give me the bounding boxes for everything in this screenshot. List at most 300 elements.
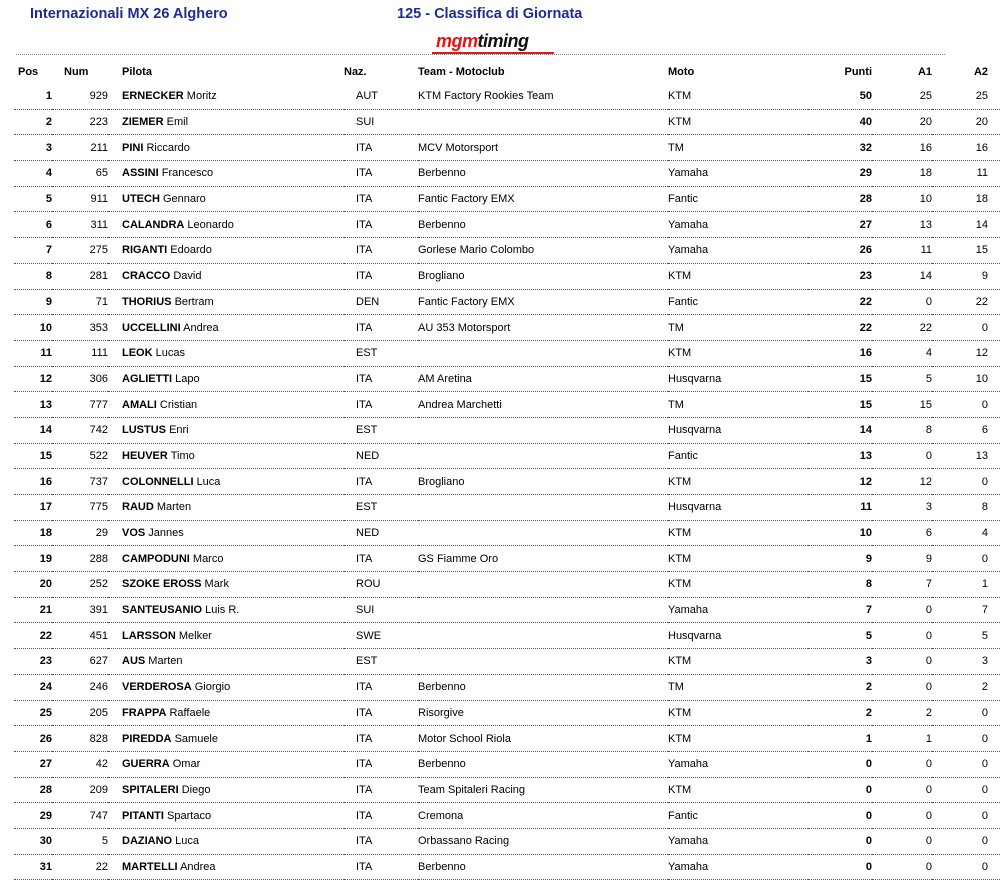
team-cell	[418, 597, 668, 623]
nation-cell: ITA	[344, 366, 418, 392]
points-cell: 8	[808, 572, 872, 598]
race1-cell: 0	[872, 597, 932, 623]
race2-cell: 0	[932, 751, 1000, 777]
table-row	[14, 263, 1000, 289]
nation-cell: NED	[344, 520, 418, 546]
table-row	[14, 674, 1000, 700]
rider-surname: ASSINI	[122, 167, 159, 180]
pos-cell: 11	[14, 340, 52, 366]
race1-cell: 0	[872, 854, 932, 880]
moto-cell: KTM	[668, 777, 808, 803]
points-cell: 28	[808, 186, 872, 212]
pos-cell: 10	[14, 315, 52, 341]
rider-name: Melker	[178, 629, 212, 642]
nation-cell: NED	[344, 443, 418, 469]
rider-cell	[108, 751, 344, 777]
rider-surname: CRACCO	[122, 270, 171, 283]
table-header-row	[14, 60, 1000, 84]
nation-cell: ITA	[344, 392, 418, 418]
race1-cell: 0	[872, 649, 932, 675]
rider-name: Luis R.	[205, 604, 240, 617]
team-cell: Gorlese Mario Colombo	[418, 238, 668, 264]
race2-cell: 11	[932, 161, 1000, 187]
moto-cell: KTM	[668, 84, 808, 109]
col-a2: A2	[973, 66, 988, 78]
pos-cell: 3	[14, 135, 52, 161]
table-row	[14, 726, 1000, 752]
rider-cell	[108, 186, 344, 212]
num-cell: 306	[52, 366, 108, 392]
team-cell	[418, 495, 668, 521]
race1-cell: 16	[872, 135, 932, 161]
header-divider	[16, 54, 945, 55]
race1-cell: 9	[872, 546, 932, 572]
num-cell: 742	[52, 417, 108, 443]
nation-cell: ITA	[344, 135, 418, 161]
race1-cell: 5	[872, 366, 932, 392]
logo-timing: timing	[477, 31, 529, 51]
race2-cell: 20	[932, 109, 1000, 135]
race2-cell: 0	[932, 700, 1000, 726]
rider-surname: ZIEMER	[122, 116, 164, 129]
col-naz: Naz.	[344, 66, 367, 78]
race2-cell: 1	[932, 572, 1000, 598]
race2-cell: 0	[932, 546, 1000, 572]
table-row	[14, 572, 1000, 598]
points-cell: 27	[808, 212, 872, 238]
table-row	[14, 443, 1000, 469]
team-cell: Risorgive	[418, 700, 668, 726]
points-cell: 1	[808, 726, 872, 752]
rider-cell	[108, 700, 344, 726]
table-row	[14, 392, 1000, 418]
col-punti: Punti	[844, 66, 872, 78]
nation-cell: ITA	[344, 854, 418, 880]
moto-cell: Fantic	[668, 443, 808, 469]
table-row	[14, 315, 1000, 341]
points-cell: 9	[808, 546, 872, 572]
rider-surname: PIREDDA	[122, 732, 172, 745]
rider-name: Timo	[170, 449, 195, 462]
race2-cell: 2	[932, 674, 1000, 700]
points-cell: 15	[808, 366, 872, 392]
rider-cell	[108, 469, 344, 495]
num-cell: 775	[52, 495, 108, 521]
pos-cell: 23	[14, 649, 52, 675]
points-cell: 50	[808, 84, 872, 109]
rider-surname: RAUD	[122, 501, 154, 514]
rider-cell	[108, 212, 344, 238]
nation-cell: SWE	[344, 623, 418, 649]
race1-cell: 2	[872, 700, 932, 726]
num-cell: 252	[52, 572, 108, 598]
pos-cell: 25	[14, 700, 52, 726]
nation-cell: ITA	[344, 777, 418, 803]
race1-cell: 0	[872, 289, 932, 315]
moto-cell: Yamaha	[668, 212, 808, 238]
col-a1: A1	[917, 66, 932, 78]
points-cell: 5	[808, 623, 872, 649]
rider-name: Bertram	[174, 295, 214, 308]
nation-cell: ITA	[344, 751, 418, 777]
nation-cell: ITA	[344, 700, 418, 726]
rider-cell	[108, 520, 344, 546]
points-cell: 10	[808, 520, 872, 546]
rider-name: Riccardo	[146, 141, 190, 154]
num-cell: 391	[52, 597, 108, 623]
rider-surname: SPITALERI	[122, 783, 179, 796]
race1-cell: 1	[872, 726, 932, 752]
moto-cell: Husqvarna	[668, 366, 808, 392]
race1-cell: 12	[872, 469, 932, 495]
race1-cell: 6	[872, 520, 932, 546]
race1-cell: 7	[872, 572, 932, 598]
points-cell: 3	[808, 649, 872, 675]
rider-name: Cristian	[159, 398, 198, 411]
rider-surname: ERNECKER	[122, 90, 184, 103]
col-moto: Moto	[668, 66, 695, 78]
rider-surname: SZOKE EROSS	[122, 578, 202, 591]
rider-name: Samuele	[174, 732, 218, 745]
team-cell: Brogliano	[418, 469, 668, 495]
rider-name: Gennaro	[162, 193, 206, 206]
team-cell: Berbenno	[418, 674, 668, 700]
num-cell: 22	[52, 854, 108, 880]
table-row	[14, 828, 1000, 854]
rider-cell	[108, 84, 344, 109]
moto-cell: Yamaha	[668, 751, 808, 777]
moto-cell: KTM	[668, 340, 808, 366]
table-row	[14, 751, 1000, 777]
race1-cell: 14	[872, 263, 932, 289]
points-cell: 0	[808, 828, 872, 854]
pos-cell: 8	[14, 263, 52, 289]
race2-cell: 9	[932, 263, 1000, 289]
moto-cell: Fantic	[668, 803, 808, 829]
race1-cell: 3	[872, 495, 932, 521]
team-cell: AU 353 Motorsport	[418, 315, 668, 341]
rider-name: Luca	[196, 475, 221, 488]
moto-cell: Yamaha	[668, 854, 808, 880]
team-cell: Team Spitaleri Racing	[418, 777, 668, 803]
points-cell: 15	[808, 392, 872, 418]
rider-name: Omar	[172, 758, 201, 771]
moto-cell: TM	[668, 315, 808, 341]
rider-surname: GUERRA	[122, 758, 170, 771]
num-cell: 627	[52, 649, 108, 675]
table-row	[14, 623, 1000, 649]
points-cell: 29	[808, 161, 872, 187]
team-cell: Fantic Factory EMX	[418, 289, 668, 315]
moto-cell: KTM	[668, 520, 808, 546]
nation-cell: ITA	[344, 238, 418, 264]
rider-cell	[108, 854, 344, 880]
points-cell: 32	[808, 135, 872, 161]
rider-cell	[108, 777, 344, 803]
team-cell: Brogliano	[418, 263, 668, 289]
rider-name: Diego	[181, 783, 211, 796]
nation-cell: ITA	[344, 186, 418, 212]
num-cell: 5	[52, 828, 108, 854]
race2-cell: 0	[932, 726, 1000, 752]
points-cell: 12	[808, 469, 872, 495]
num-cell: 205	[52, 700, 108, 726]
team-cell	[418, 443, 668, 469]
race2-cell: 0	[932, 315, 1000, 341]
moto-cell: Husqvarna	[668, 495, 808, 521]
team-cell: Orbassano Racing	[418, 828, 668, 854]
rider-surname: LEOK	[122, 347, 153, 360]
pos-cell: 13	[14, 392, 52, 418]
points-cell: 26	[808, 238, 872, 264]
nation-cell: ITA	[344, 726, 418, 752]
table-row	[14, 340, 1000, 366]
nation-cell: ITA	[344, 315, 418, 341]
rider-surname: THORIUS	[122, 295, 172, 308]
num-cell: 451	[52, 623, 108, 649]
team-cell: MCV Motorsport	[418, 135, 668, 161]
table-row	[14, 777, 1000, 803]
rider-surname: UTECH	[122, 193, 160, 206]
num-cell: 65	[52, 161, 108, 187]
num-cell: 223	[52, 109, 108, 135]
race2-cell: 16	[932, 135, 1000, 161]
rider-name: Marten	[148, 655, 183, 668]
num-cell: 929	[52, 84, 108, 109]
rider-name: Francesco	[161, 167, 214, 180]
rider-cell	[108, 392, 344, 418]
rider-cell	[108, 572, 344, 598]
num-cell: 777	[52, 392, 108, 418]
table-row	[14, 520, 1000, 546]
nation-cell: EST	[344, 649, 418, 675]
rider-cell	[108, 495, 344, 521]
pos-cell: 4	[14, 161, 52, 187]
num-cell: 211	[52, 135, 108, 161]
nation-cell: ITA	[344, 263, 418, 289]
moto-cell: KTM	[668, 109, 808, 135]
pos-cell: 24	[14, 674, 52, 700]
table-row	[14, 417, 1000, 443]
moto-cell: KTM	[668, 546, 808, 572]
rider-surname: HEUVER	[122, 449, 168, 462]
race2-cell: 0	[932, 392, 1000, 418]
team-cell	[418, 520, 668, 546]
rider-cell	[108, 546, 344, 572]
rider-surname: LARSSON	[122, 629, 176, 642]
nation-cell: DEN	[344, 289, 418, 315]
points-cell: 7	[808, 597, 872, 623]
pos-cell: 12	[14, 366, 52, 392]
num-cell: 311	[52, 212, 108, 238]
race1-cell: 10	[872, 186, 932, 212]
team-cell: Berbenno	[418, 854, 668, 880]
pos-cell: 15	[14, 443, 52, 469]
moto-cell: KTM	[668, 726, 808, 752]
race1-cell: 0	[872, 777, 932, 803]
moto-cell: Yamaha	[668, 828, 808, 854]
num-cell: 522	[52, 443, 108, 469]
moto-cell: KTM	[668, 469, 808, 495]
rider-cell	[108, 417, 344, 443]
rider-cell	[108, 289, 344, 315]
rider-cell	[108, 674, 344, 700]
table-row	[14, 366, 1000, 392]
points-cell: 22	[808, 289, 872, 315]
num-cell: 246	[52, 674, 108, 700]
rider-surname: DAZIANO	[122, 835, 173, 848]
table-row	[14, 289, 1000, 315]
team-cell: KTM Factory Rookies Team	[418, 84, 668, 109]
team-cell: Berbenno	[418, 751, 668, 777]
race1-cell: 13	[872, 212, 932, 238]
mgmtiming-logo	[436, 30, 529, 52]
rider-name: Andrea	[180, 860, 216, 873]
rider-surname: AGLIETTI	[122, 372, 173, 385]
table-row	[14, 803, 1000, 829]
moto-cell: Yamaha	[668, 238, 808, 264]
num-cell: 111	[52, 340, 108, 366]
table-row	[14, 109, 1000, 135]
nation-cell: SUI	[344, 109, 418, 135]
race2-cell: 10	[932, 366, 1000, 392]
rider-name: Andrea	[183, 321, 219, 334]
rider-surname: VERDEROSA	[122, 681, 192, 694]
rider-cell	[108, 726, 344, 752]
moto-cell: Yamaha	[668, 161, 808, 187]
race2-cell: 4	[932, 520, 1000, 546]
race1-cell: 0	[872, 443, 932, 469]
nation-cell: ITA	[344, 828, 418, 854]
nation-cell: ITA	[344, 212, 418, 238]
team-cell: GS Fiamme Oro	[418, 546, 668, 572]
report-title: 125 - Classifica di Giornata	[397, 6, 583, 22]
rider-name: Emil	[166, 116, 189, 129]
rider-name: Mark	[204, 578, 229, 591]
pos-cell: 26	[14, 726, 52, 752]
table-row	[14, 469, 1000, 495]
moto-cell: TM	[668, 674, 808, 700]
race2-cell: 5	[932, 623, 1000, 649]
points-cell: 40	[808, 109, 872, 135]
rider-surname: SANTEUSANIO	[122, 604, 203, 617]
rider-cell	[108, 366, 344, 392]
nation-cell: SUI	[344, 597, 418, 623]
num-cell: 353	[52, 315, 108, 341]
race1-cell: 4	[872, 340, 932, 366]
race1-cell: 15	[872, 392, 932, 418]
race2-cell: 0	[932, 803, 1000, 829]
num-cell: 29	[52, 520, 108, 546]
pos-cell: 5	[14, 186, 52, 212]
moto-cell: KTM	[668, 263, 808, 289]
rider-name: Enri	[169, 424, 189, 437]
pos-cell: 1	[14, 84, 52, 109]
team-cell	[418, 649, 668, 675]
table-row	[14, 186, 1000, 212]
moto-cell: Fantic	[668, 186, 808, 212]
pos-cell: 20	[14, 572, 52, 598]
num-cell: 71	[52, 289, 108, 315]
rider-cell	[108, 238, 344, 264]
moto-cell: KTM	[668, 700, 808, 726]
nation-cell: ITA	[344, 674, 418, 700]
rider-surname: PITANTI	[122, 809, 164, 822]
rider-cell	[108, 161, 344, 187]
race2-cell: 12	[932, 340, 1000, 366]
moto-cell: Yamaha	[668, 597, 808, 623]
rider-surname: FRAPPA	[122, 706, 167, 719]
nation-cell: EST	[344, 340, 418, 366]
pos-cell: 31	[14, 854, 52, 880]
rider-cell	[108, 135, 344, 161]
moto-cell: TM	[668, 135, 808, 161]
table-row	[14, 84, 1000, 109]
num-cell: 911	[52, 186, 108, 212]
rider-surname: VOS	[122, 527, 146, 540]
moto-cell: Husqvarna	[668, 417, 808, 443]
standings-body	[14, 84, 1000, 880]
pos-cell: 2	[14, 109, 52, 135]
race2-cell: 13	[932, 443, 1000, 469]
race2-cell: 6	[932, 417, 1000, 443]
rider-name: Raffaele	[169, 706, 211, 719]
points-cell: 0	[808, 803, 872, 829]
rider-surname: LUSTUS	[122, 424, 166, 437]
rider-cell	[108, 828, 344, 854]
rider-surname: AMALI	[122, 398, 157, 411]
rider-cell	[108, 623, 344, 649]
rider-cell	[108, 340, 344, 366]
nation-cell: ITA	[344, 161, 418, 187]
pos-cell: 29	[14, 803, 52, 829]
rider-cell	[108, 803, 344, 829]
race2-cell: 14	[932, 212, 1000, 238]
rider-name: Edoardo	[170, 244, 212, 257]
points-cell: 2	[808, 674, 872, 700]
moto-cell: Husqvarna	[668, 623, 808, 649]
rider-surname: AUS	[122, 655, 146, 668]
rider-cell	[108, 649, 344, 675]
race1-cell: 0	[872, 623, 932, 649]
race2-cell: 18	[932, 186, 1000, 212]
race1-cell: 0	[872, 674, 932, 700]
points-cell: 11	[808, 495, 872, 521]
race1-cell: 25	[872, 84, 932, 109]
pos-cell: 16	[14, 469, 52, 495]
rider-name: Luca	[175, 835, 200, 848]
rider-name: Giorgio	[194, 681, 231, 694]
rider-surname: PINI	[122, 141, 144, 154]
team-cell: Fantic Factory EMX	[418, 186, 668, 212]
points-cell: 0	[808, 777, 872, 803]
pos-cell: 21	[14, 597, 52, 623]
rider-name: Moritz	[186, 90, 217, 103]
table-row	[14, 597, 1000, 623]
rider-name: Jannes	[148, 527, 184, 540]
logo-mgm: mgm	[436, 31, 478, 51]
team-cell: Berbenno	[418, 161, 668, 187]
race2-cell: 8	[932, 495, 1000, 521]
nation-cell: ITA	[344, 803, 418, 829]
team-cell: Cremona	[418, 803, 668, 829]
rider-surname: CAMPODUNI	[122, 552, 190, 565]
pos-cell: 7	[14, 238, 52, 264]
race1-cell: 18	[872, 161, 932, 187]
rider-cell	[108, 315, 344, 341]
race2-cell: 0	[932, 854, 1000, 880]
team-cell	[418, 623, 668, 649]
